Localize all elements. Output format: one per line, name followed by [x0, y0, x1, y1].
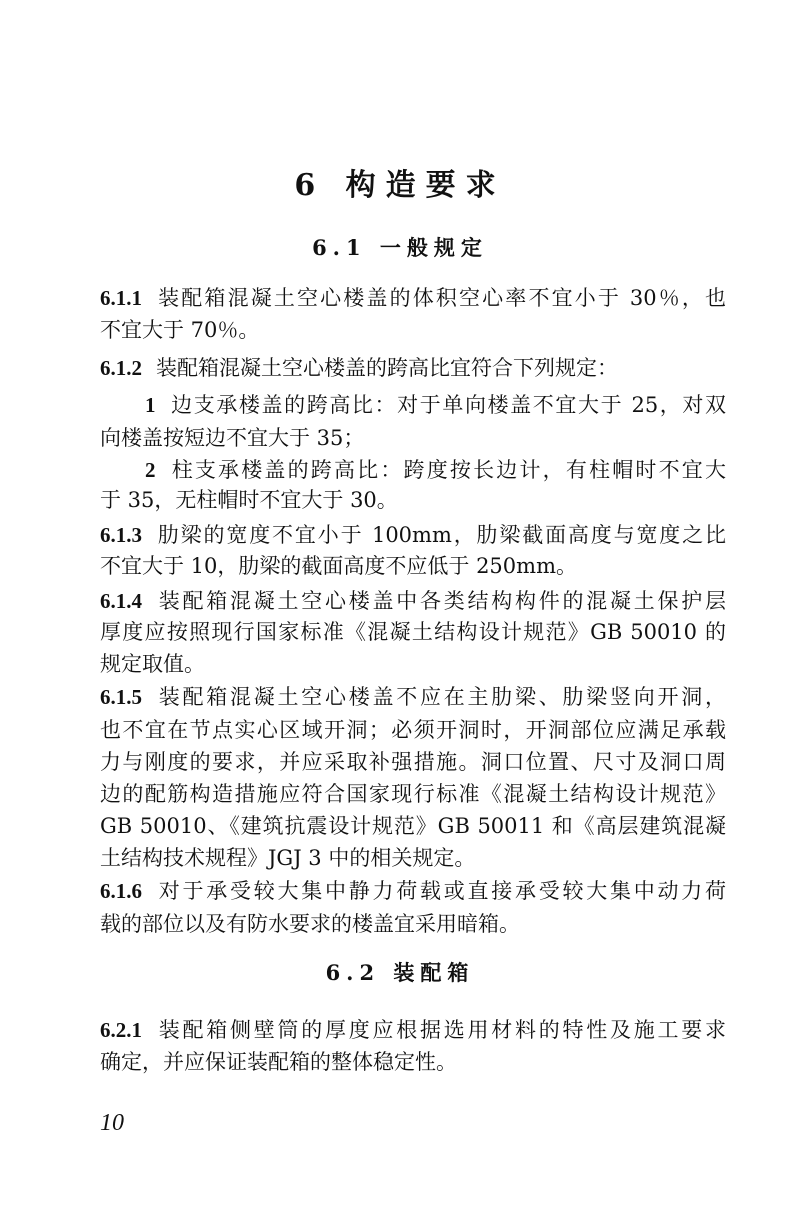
line-text: 规定取值。	[100, 652, 205, 676]
text-line	[100, 317, 726, 343]
text-line	[100, 553, 726, 579]
text-line	[145, 457, 726, 483]
text-line	[100, 1049, 726, 1075]
line-text: 不宜大于 10，肋梁的截面高度不应低于 250mm。	[100, 554, 577, 578]
line-text: 土结构技术规程》JGJ 3 中的相关规定。	[100, 846, 476, 870]
clause-number: 6.1.2	[100, 356, 142, 380]
section-heading-6-1: 6.1 一般规定	[312, 235, 488, 260]
text-line	[100, 749, 726, 775]
text-line	[100, 619, 726, 645]
line-text: 厚度应按照现行国家标准《混凝土结构设计规范》GB 50010 的	[100, 620, 726, 644]
line-text: 对于承受较大集中静力荷载或直接承受较大集中动力荷	[156, 879, 726, 903]
clause-number: 2	[145, 458, 156, 482]
text-line	[100, 487, 726, 513]
line-text: 边支承楼盖的跨高比：对于单向楼盖不宜大于 25，对双	[169, 393, 726, 417]
line-text: 确定，并应保证装配箱的整体稳定性。	[100, 1050, 457, 1074]
line-text: GB 50010、《建筑抗震设计规范》GB 50011 和《高层建筑混凝	[100, 814, 726, 838]
chapter-title: 6 构造要求	[294, 168, 506, 203]
line-text: 柱支承楼盖的跨高比：跨度按长边计，有柱帽时不宜大	[169, 458, 726, 482]
clause-number: 6.1.6	[100, 879, 142, 903]
clause-number: 6.2.1	[100, 1018, 142, 1042]
line-text: 边的配筋构造措施应符合国家现行标准《混凝土结构设计规范》	[100, 782, 726, 806]
text-line	[100, 588, 726, 614]
line-text: 装配箱侧壁筒的厚度应根据选用材料的特性及施工要求	[156, 1018, 726, 1042]
line-text: 装配箱混凝土空心楼盖的体积空心率不宜小于 30％，也	[156, 286, 726, 310]
text-line	[100, 878, 726, 904]
text-line	[100, 651, 726, 677]
text-line	[100, 355, 726, 381]
line-text: 于 35，无柱帽时不宜大于 30。	[100, 488, 398, 512]
text-line	[100, 425, 726, 451]
text-line	[100, 285, 726, 311]
line-text: 向楼盖按短边不宜大于 35；	[100, 426, 365, 450]
line-text: 装配箱混凝土空心楼盖的跨高比宜符合下列规定：	[156, 356, 618, 380]
text-line	[100, 911, 726, 937]
text-line	[100, 684, 726, 710]
line-text: 肋梁的宽度不宜小于 100mm，肋梁截面高度与宽度之比	[156, 523, 726, 547]
text-line	[145, 392, 726, 418]
line-text: 载的部位以及有防水要求的楼盖宜采用暗箱。	[100, 912, 520, 936]
line-text: 也不宜在节点实心区域开洞；必须开洞时，开洞部位应满足承载	[100, 718, 726, 742]
section-heading-6-2: 6.2 装配箱	[325, 960, 475, 985]
text-line	[100, 781, 726, 807]
text-line	[100, 522, 726, 548]
text-line	[100, 845, 726, 871]
line-text: 力与刚度的要求，并应采取补强措施。洞口位置、尺寸及洞口周	[100, 750, 726, 774]
clause-number: 6.1.1	[100, 286, 142, 310]
text-line	[100, 717, 726, 743]
text-line	[100, 813, 726, 839]
page-number: 10	[100, 1110, 124, 1136]
clause-number: 1	[145, 393, 156, 417]
clause-number: 6.1.5	[100, 685, 142, 709]
clause-number: 6.1.3	[100, 523, 142, 547]
line-text: 不宜大于 70％。	[100, 318, 260, 342]
clause-number: 6.1.4	[100, 589, 142, 613]
line-text: 装配箱混凝土空心楼盖不应在主肋梁、肋梁竖向开洞，	[156, 685, 726, 709]
text-line	[100, 1017, 726, 1043]
line-text: 装配箱混凝土空心楼盖中各类结构构件的混凝土保护层	[156, 589, 726, 613]
